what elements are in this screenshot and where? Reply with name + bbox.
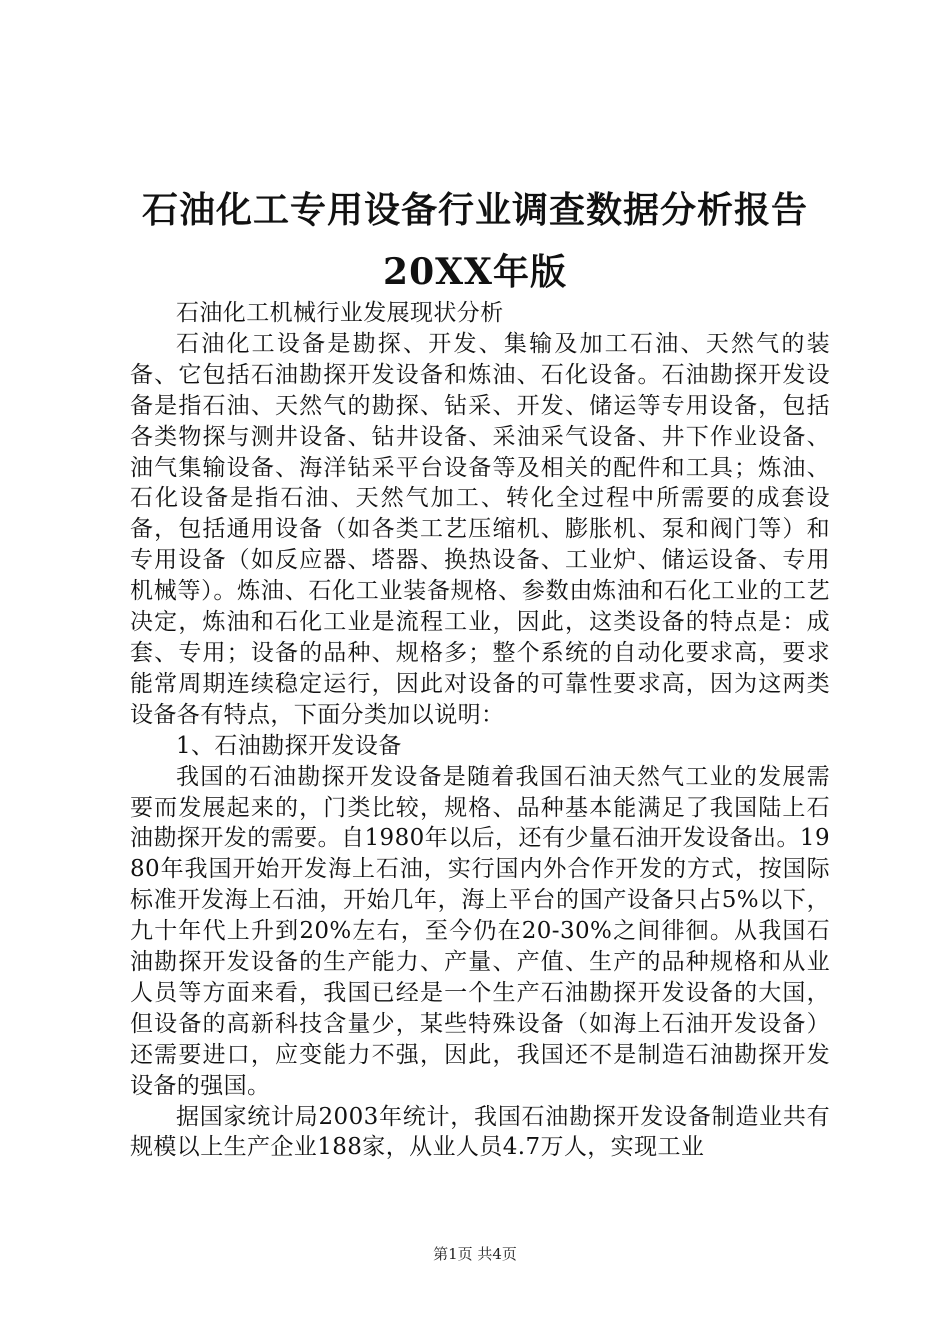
paragraph-statistics: 据国家统计局2003年统计，我国石油勘探开发设备制造业共有规模以上生产企业188家，从业人员4.7万人，实现工业 [130,1103,830,1161]
section-heading-industry-status: 石油化工机械行业发展现状分析 [176,300,504,326]
page-number-footer: 第1页 共4页 [433,1245,517,1263]
document-title-line-1: 石油化工专用设备行业调查数据分析报告 [141,189,808,231]
paragraph-equipment-overview: 石油化工设备是勘探、开发、集输及加工石油、天然气的装备、它包括石油勘探开发设备和炼油、石化设备。石油勘探开发设备是指石油、天然气的勘探、钻采、开发、储运等专用设备，包括各类物探与测井设备、钻井设备、采油采气设备、井下作业设备、油气集输设备、海洋钻采平台设备等及相关的配件和工具；炼油、石化设备是指石油、天然气加工、转化全过程中所需要的成套设备，包括通用设备（如各类工艺压缩机、膨胀机、泵和阀门等）和专用设备（如反应器、塔器、换热设备、工业炉、储运设备、专用机械等）。炼油、石化工业装备规格、参数由炼油和石化工业的工艺决定，炼油和石化工业是流程工业，因此，这类设备的特点是：成套、专用；设备的品种、规格多；整个系统的自动化要求高，要求能常周期连续稳定运行，因此对设备的可靠性要求高，因为这两类设备各有特点，下面分类加以说明： [130,330,830,728]
paragraph-exploration-development: 我国的石油勘探开发设备是随着我国石油天然气工业的发展需要而发展起来的，门类比较，规格、品种基本能满足了我国陆上石油勘探开发的需要。自1980年以后，还有少量石油开发设备出。1980年我国开始开发海上石油，实行国内外合作开发的方式，按国际标准开发海上石油，开始几年，海上平台的国产设备只占5%以下，九十年代上升到20%左右，至今仍在20-30%之间徘徊。从我国石油勘探开发设备的生产能力、产量、产值、生产的品种规格和从业人员等方面来看，我国已经是一个生产石油勘探开发设备的大国，但设备的高新科技含量少，某些特殊设备（如海上石油开发设备）还需要进口，应变能力不强，因此，我国还不是制造石油勘探开发设备的强国。 [130,763,830,1099]
document-body [130,298,830,1163]
document-title-line-2: 20XX年版 [383,251,567,293]
section-heading-exploration-equipment: 1、石油勘探开发设备 [176,732,402,759]
